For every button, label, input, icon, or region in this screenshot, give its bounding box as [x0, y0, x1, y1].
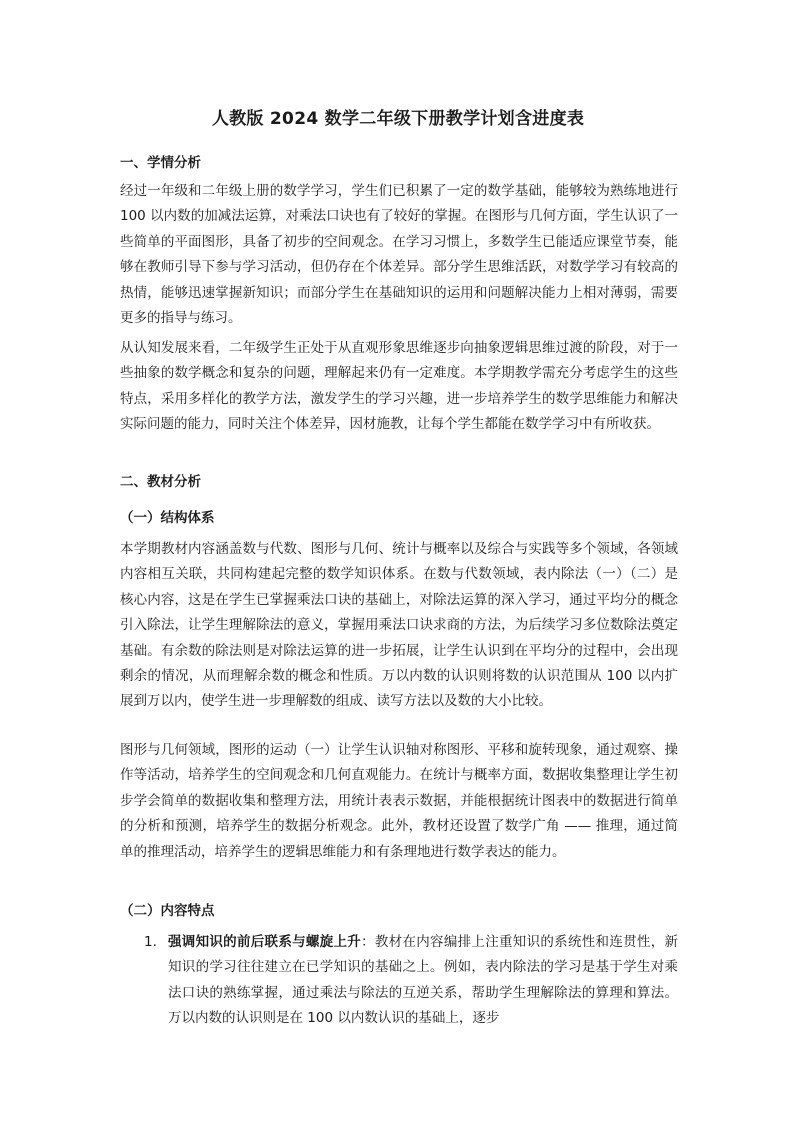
list-item-lead: 强调知识的前后联系与螺旋上升: [168, 934, 362, 950]
document-title: 人教版 2024 数学二年级下册教学计划含进度表: [211, 109, 585, 129]
paragraph: 图形与几何领域，图形的运动（一）让学生认识轴对称图形、平移和旋转现象，通过观察、操作等活动，培养学生的空间观念和几何直观能力。在统计与概率方面，数据收集整理让学生初步学会简单的数据收集和整理方法，用统计表表示数据，并能根据统计图表中的数据进行简单的分析和预测，培养学生的数据分析观念。此外，教材还设置了数学广角 —— 推理，通过简单的推理活动，培养学生的逻辑思维能力和有条理地进行数学表达的能力。: [120, 742, 678, 860]
list-item-number: 1.: [144, 934, 157, 950]
section-heading-learning-analysis: 一、学情分析: [120, 155, 201, 171]
subsection-heading-structure: （一）结构体系: [120, 510, 215, 526]
list-item: [144, 930, 678, 1032]
paragraph: 从认知发展来看，二年级学生正处于从直观形象思维逐步向抽象逻辑思维过渡的阶段，对于一些抽象的数学概念和复杂的问题，理解起来仍有一定难度。本学期教学需充分考虑学生的这些特点，采用多样化的教学方法，激发学生的学习兴趣，进一步培养学生的数学思维能力和解决实际问题的能力，同时关注个体差异，因材施教，让每个学生都能在数学学习中有所收获。: [120, 340, 678, 433]
section-heading-textbook-analysis: 二、教材分析: [120, 474, 201, 490]
paragraph: 经过一年级和二年级上册的数学学习，学生们已积累了一定的数学基础，能够较为熟练地进行 100 以内数的加减法运算，对乘法口诀也有了较好的掌握。在图形与几何方面，学生认识了一些简单的平面图形，具备了初步的空间观念。在学习习惯上，多数学生已能适应课堂节奏，能够在教师引导下参与学习活动，但仍存在个体差异。部分学生思维活跃，对数学学习有较高的热情，能够迅速掌握新知识；而部分学生在基础知识的运用和问题解决能力上相对薄弱，需要更多的指导与练习。: [120, 183, 678, 327]
paragraph: 本学期教材内容涵盖数与代数、图形与几何、统计与概率以及综合与实践等多个领域，各领域内容相互关联，共同构建起完整的数学知识体系。在数与代数领域，表内除法（一）（二）是核心内容，这是在学生已掌握乘法口诀的基础上，对除法运算的深入学习，通过平均分的概念引入除法，让学生理解除法的意义，掌握用乘法口诀求商的方法，为后续学习多位数除法奠定基础。有余数的除法则是对除法运算的进一步拓展，让学生认识到在平均分的过程中，会出现剩余的情况，从而理解余数的概念和性质。万以内数的认识则将数的认识范围从 100 以内扩展到万以内，使学生进一步理解数的组成、读写方法以及数的大小比较。: [120, 541, 678, 710]
subsection-heading-content-features: （二）内容特点: [120, 903, 215, 919]
list-item-text: ：教材在内容编排上注重知识的系统性和连贯性，新知识的学习往往建立在已学知识的基础之上。例如，表内除法的学习是基于学生对乘法口诀的熟练掌握，通过乘法与除法的互逆关系，帮助学生理解除法的算理和算法。万以内数的认识则是在 100 以内数认识的基础上，逐步: [168, 934, 679, 1027]
numbered-list: [144, 930, 678, 1032]
